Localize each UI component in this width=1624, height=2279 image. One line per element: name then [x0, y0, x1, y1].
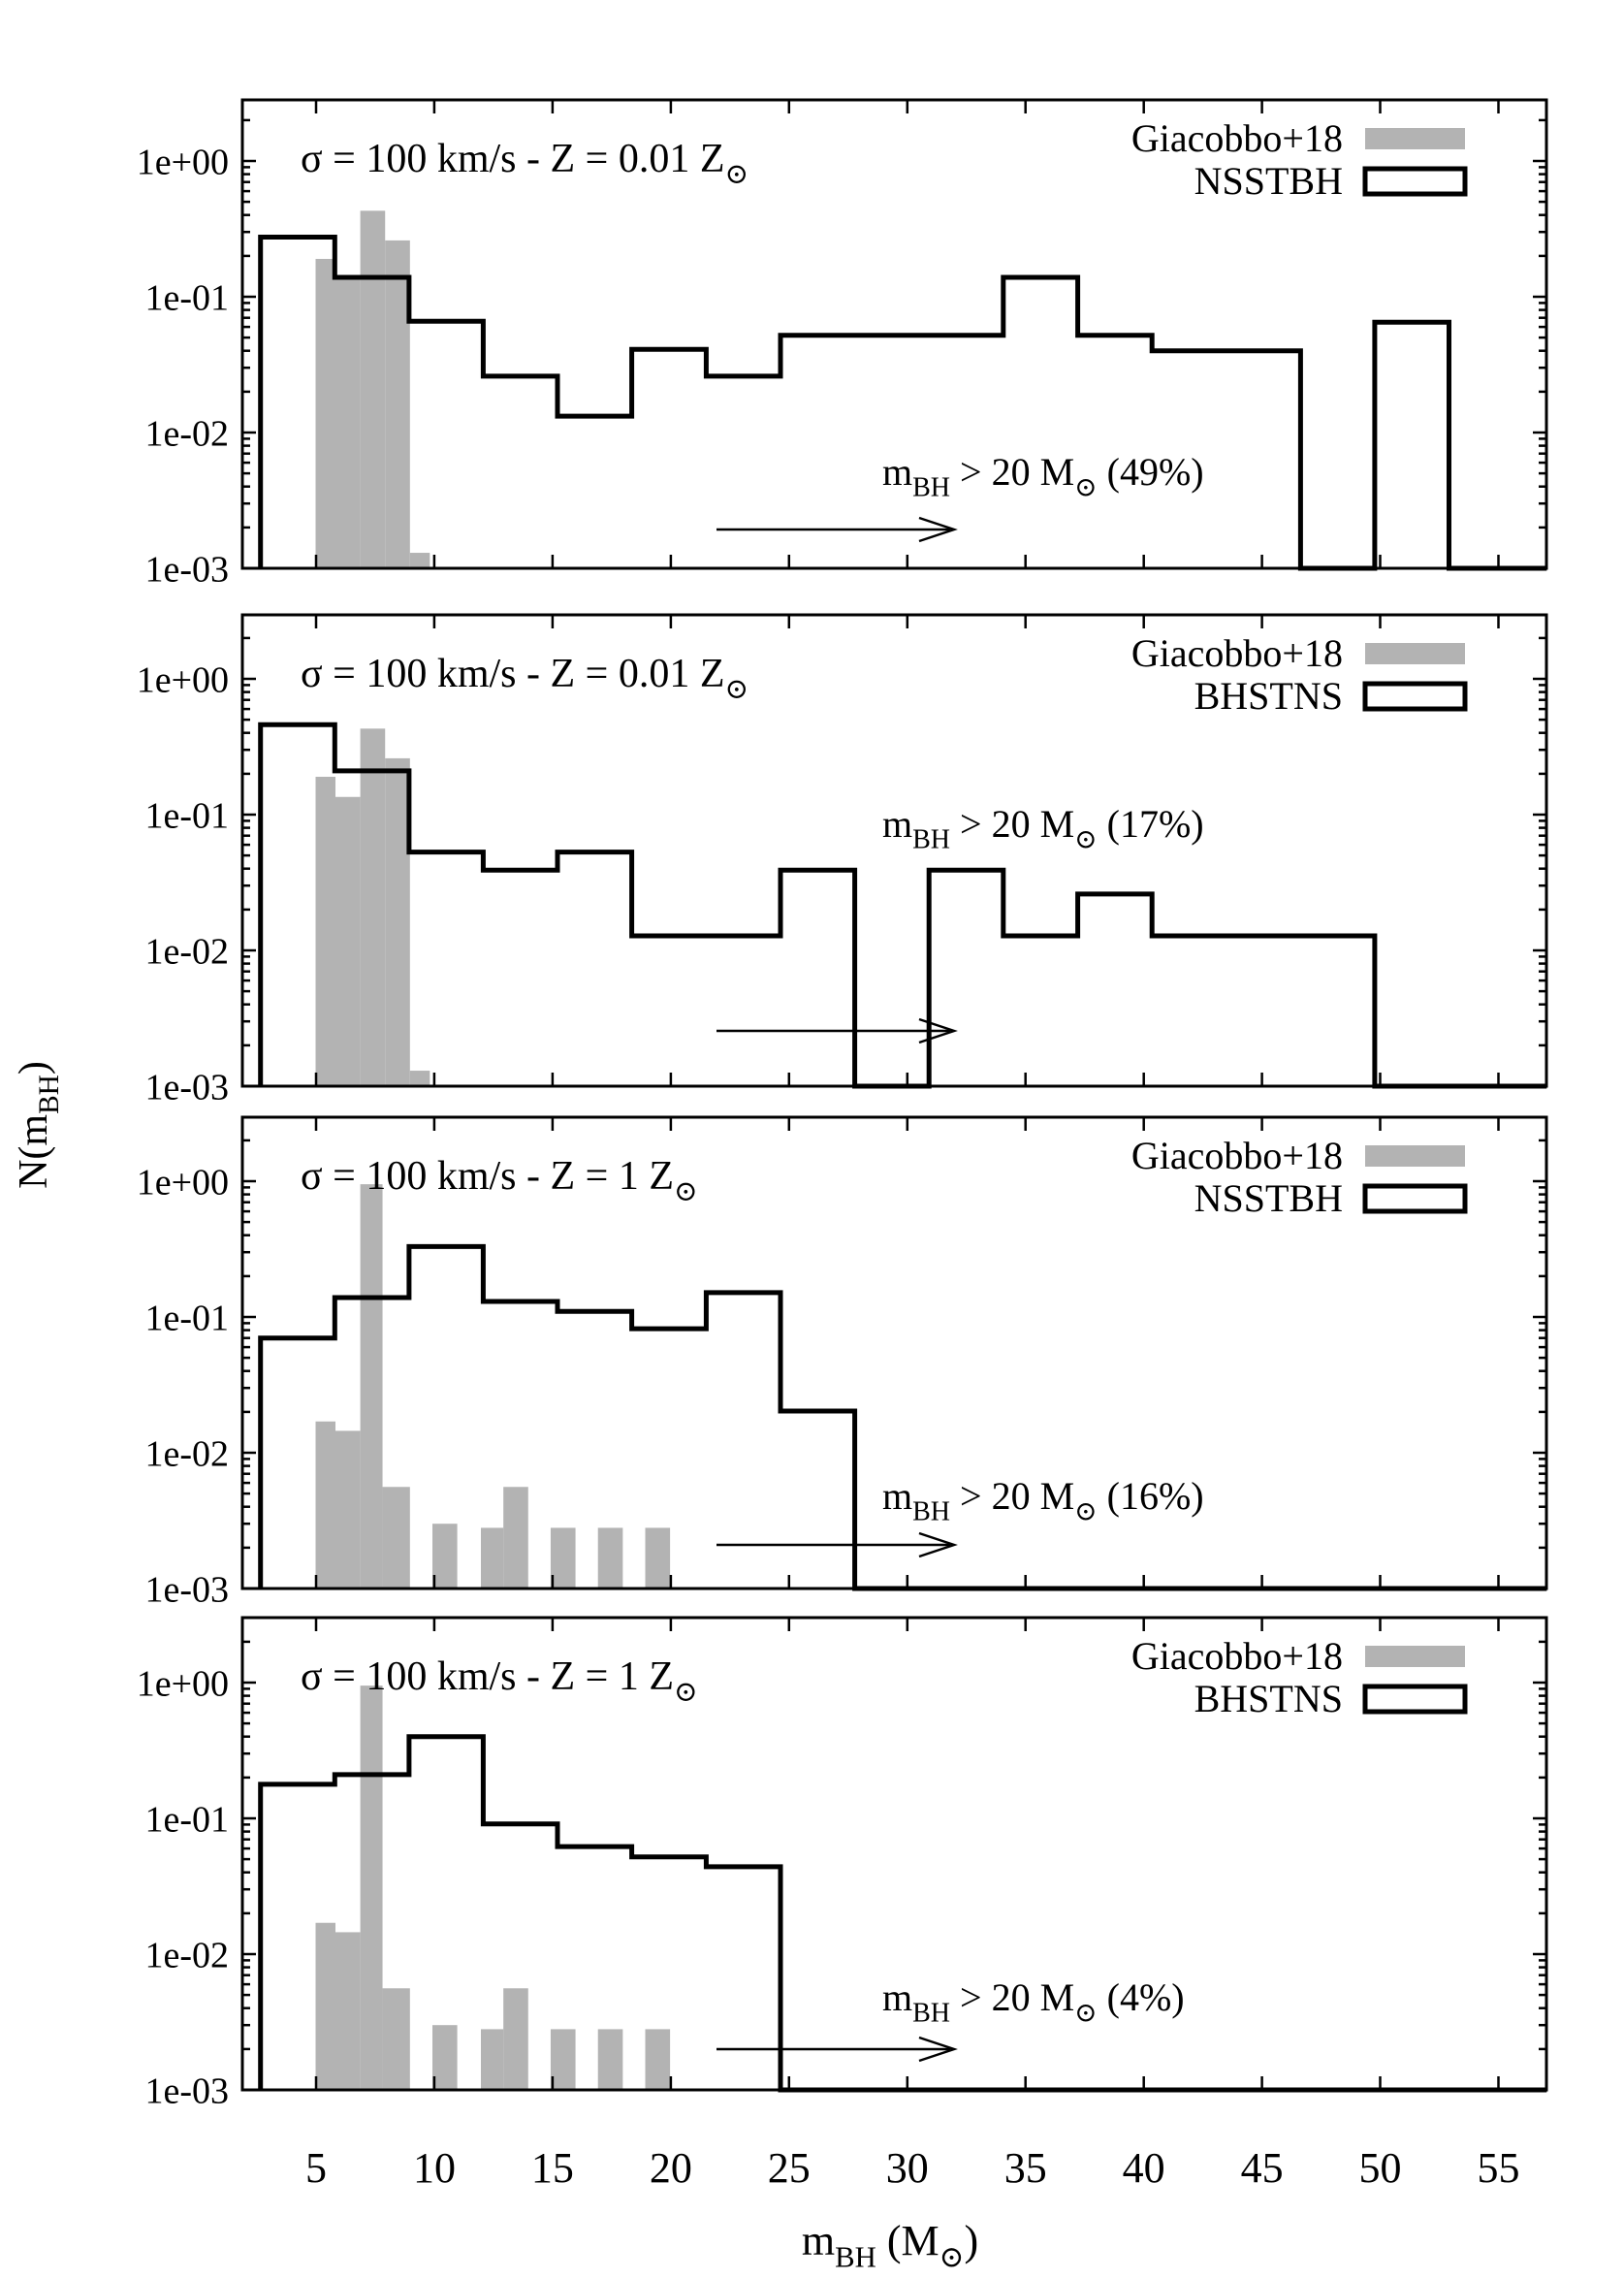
legend-swatch-gray [1365, 643, 1465, 664]
gray-bar [503, 1487, 528, 1589]
x-tick-label: 15 [530, 2144, 574, 2192]
legend-swatch-outline [1365, 1186, 1465, 1211]
gray-bar [316, 1422, 335, 1589]
gray-bar [598, 2029, 623, 2090]
gray-bar [481, 1527, 503, 1589]
gray-bar [410, 553, 430, 568]
x-tick-label: 40 [1122, 2144, 1165, 2192]
x-tick-label: 5 [305, 2144, 327, 2192]
legend-label-giacobbo: Giacobbo+18 [1130, 1134, 1343, 1178]
y-tick-label: 1e-02 [144, 1935, 229, 1976]
y-tick-label: 1e-01 [144, 1799, 229, 1841]
gray-bar [316, 259, 335, 568]
legend-swatch-outline [1365, 169, 1465, 194]
y-tick-label: 1e-02 [144, 1433, 229, 1475]
gray-bar [551, 2029, 576, 2090]
mass-cut-annotation: $m_{BH} > 20$ $M_⊙$ (16%) [882, 1474, 1204, 1527]
gray-bar [385, 241, 410, 568]
gray-bar [335, 797, 361, 1086]
gray-bar [410, 1071, 430, 1086]
legend-swatch-outline [1365, 1686, 1465, 1712]
legend-label-series: NSSTBH [1194, 159, 1343, 204]
y-tick-label: 1e-03 [144, 1569, 229, 1611]
gray-bar [383, 1487, 410, 1589]
x-tick-label: 35 [1003, 2144, 1047, 2192]
gray-bar [316, 1923, 335, 2090]
legend-swatch-gray [1365, 1145, 1465, 1167]
gray-bar [481, 2029, 503, 2090]
x-tick-label: 30 [885, 2144, 929, 2192]
x-axis-label: $m_{BH}$ $(M_⊙)$ [801, 2217, 979, 2274]
y-tick-label: 1e-03 [144, 1067, 229, 1108]
x-tick-label: 55 [1477, 2144, 1520, 2192]
legend-swatch-gray [1365, 128, 1465, 149]
y-tick-label: 1e-03 [144, 2070, 229, 2112]
gray-bar [316, 777, 335, 1086]
y-tick-label: 1e+00 [136, 659, 229, 701]
gray-bar [646, 2029, 671, 2090]
gray-bar [385, 758, 410, 1086]
panel-title: σ = 100 km/s - Z = 0.01 $Z_⊙$ [301, 652, 749, 705]
legend-label-giacobbo: Giacobbo+18 [1130, 116, 1343, 161]
panel-title: σ = 100 km/s - Z = 1 $Z_⊙$ [301, 1654, 698, 1708]
y-tick-label: 1e-01 [144, 795, 229, 837]
legend-swatch-outline [1365, 684, 1465, 709]
y-tick-label: 1e-02 [144, 413, 229, 455]
gray-bar [361, 1685, 383, 2090]
y-tick-label: 1e+00 [136, 1162, 229, 1204]
gray-bar [503, 1988, 528, 2090]
y-tick-label: 1e+00 [136, 1663, 229, 1705]
y-tick-label: 1e-02 [144, 931, 229, 973]
gray-bar [598, 1527, 623, 1589]
x-tick-label: 25 [767, 2144, 811, 2192]
legend-label-giacobbo: Giacobbo+18 [1130, 631, 1343, 676]
y-tick-label: 1e+00 [136, 142, 229, 183]
x-tick-label: 45 [1240, 2144, 1284, 2192]
legend-label-series: NSSTBH [1194, 1176, 1343, 1221]
legend-swatch-gray [1365, 1646, 1465, 1667]
y-tick-label: 1e-01 [144, 1298, 229, 1339]
y-tick-label: 1e-03 [144, 549, 229, 591]
x-tick-label: 50 [1358, 2144, 1402, 2192]
legend-label-giacobbo: Giacobbo+18 [1130, 1634, 1343, 1679]
y-tick-label: 1e-01 [144, 277, 229, 319]
mass-cut-annotation: $m_{BH} > 20$ $M_⊙$ (4%) [882, 1975, 1185, 2029]
gray-bar [432, 1524, 458, 1589]
gray-bar [383, 1988, 410, 2090]
gray-bar [361, 210, 386, 568]
y-axis-label: $N(m_{BH})$ [12, 1061, 65, 1189]
gray-bar [551, 1527, 576, 1589]
mass-cut-annotation: $m_{BH} > 20$ $M_⊙$ (49%) [882, 450, 1204, 503]
gray-bar [335, 279, 361, 568]
x-tick-label: 20 [649, 2144, 692, 2192]
gray-bar [335, 1932, 361, 2090]
gray-bar [646, 1527, 671, 1589]
panel-title: σ = 100 km/s - Z = 1 $Z_⊙$ [301, 1154, 698, 1207]
x-tick-label: 10 [412, 2144, 456, 2192]
gray-bar [335, 1430, 361, 1589]
gray-bar [361, 728, 386, 1086]
panel-title: σ = 100 km/s - Z = 0.01 $Z_⊙$ [301, 137, 749, 190]
mass-cut-annotation: $m_{BH} > 20$ $M_⊙$ (17%) [882, 802, 1204, 855]
gray-bar [361, 1184, 383, 1589]
legend-label-series: BHSTNS [1194, 1677, 1343, 1721]
gray-bar [432, 2025, 458, 2090]
legend-label-series: BHSTNS [1194, 674, 1343, 719]
